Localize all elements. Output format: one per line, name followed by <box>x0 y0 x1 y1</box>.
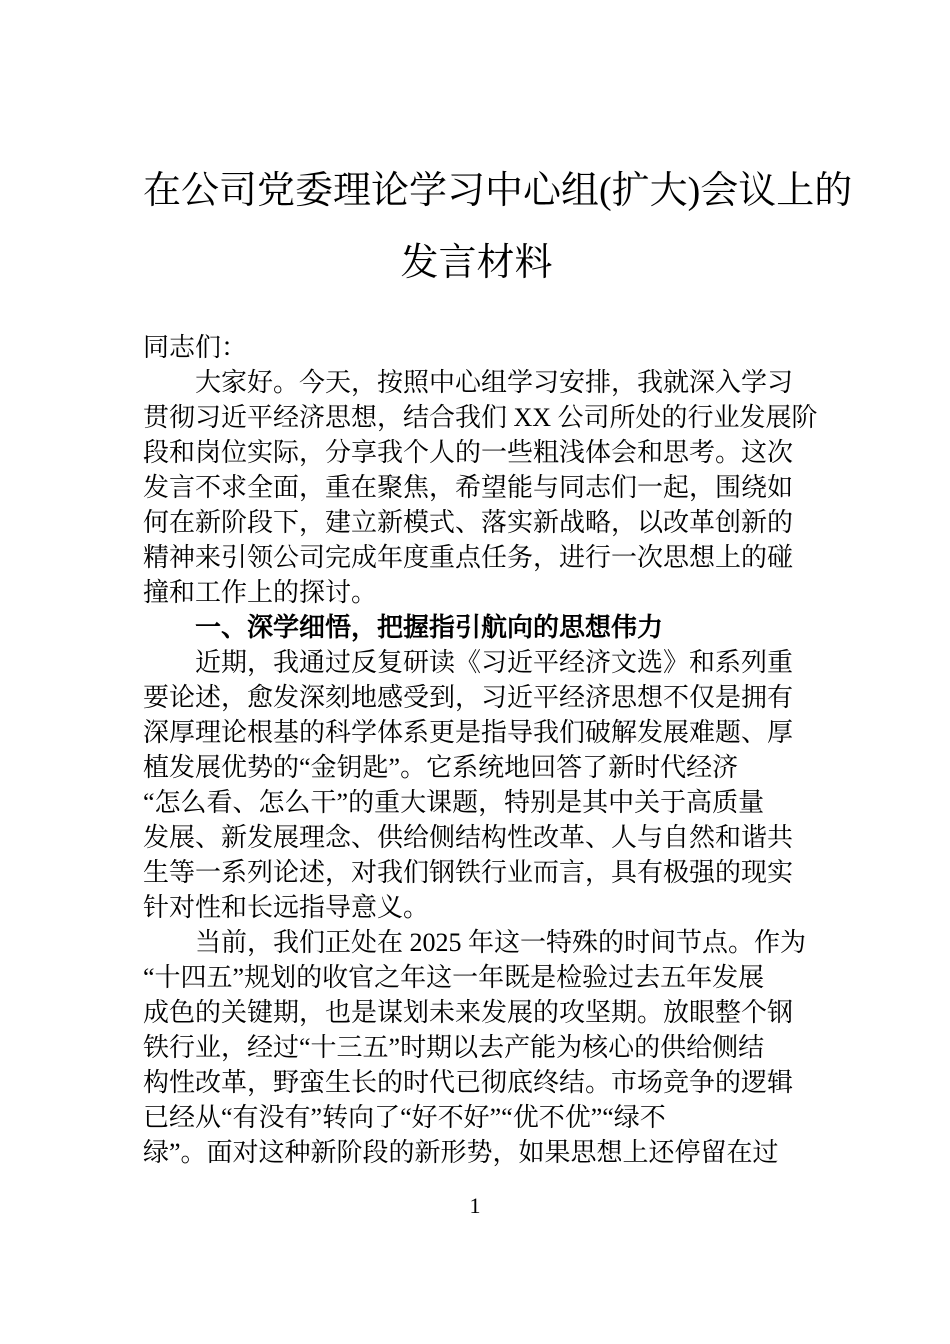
text-line: 生等一系列论述，对我们钢铁行业而言，具有极强的现实 <box>143 858 794 887</box>
text-line: 撞和工作上的探讨。 <box>143 578 378 607</box>
text-line: 深厚理论根基的科学体系更是指导我们破解发展难题、厚 <box>143 718 794 747</box>
text-line: 要论述，愈发深刻地感受到，习近平经济思想不仅是拥有 <box>143 683 794 712</box>
text-line: 成色的关键期，也是谋划未来发展的攻坚期。放眼整个钢 <box>143 998 794 1027</box>
text-line: 构性改革，野蛮生长的时代已彻底终结。市场竞争的逻辑 <box>143 1068 794 1097</box>
text-line: 发展、新发展理念、供给侧结构性改革、人与自然和谐共 <box>143 823 794 852</box>
text-line: 精神来引领公司完成年度重点任务，进行一次思想上的碰 <box>143 543 794 572</box>
text-line: 针对性和长远指导意义。 <box>143 893 430 922</box>
text-line: 近期，我通过反复研读《习近平经济文选》和系列重 <box>195 648 794 677</box>
text-line: “怎么看、怎么干”的重大课题，特别是其中关于高质量 <box>143 788 765 817</box>
text-line: 绿”。面对这种新阶段的新形势，如果思想上还停留在过 <box>143 1138 779 1167</box>
title-line: 发言材料 <box>400 242 553 284</box>
text-line: 已经从“有没有”转向了“好不好”“优不优”“绿不 <box>143 1103 666 1132</box>
text-line: 铁行业，经过“十三五”时期以去产能为核心的供给侧结 <box>143 1033 765 1062</box>
text-line: 同志们： <box>143 333 248 362</box>
text-line: 何在新阶段下，建立新模式、落实新战略，以改革创新的 <box>143 508 794 537</box>
text-line: 大家好。今天，按照中心组学习安排，我就深入学习 <box>195 368 794 397</box>
text-line: 植发展优势的“金钥匙”。它系统地回答了新时代经济 <box>143 753 739 782</box>
paragraph <box>143 925 823 1170</box>
section-heading-line: 一、深学细悟，把握指引航向的思想伟力 <box>195 612 664 642</box>
section-heading <box>143 610 823 645</box>
text-line: 贯彻习近平经济思想，结合我们 XX 公司所处的行业发展阶 <box>143 403 818 432</box>
document-title <box>143 155 853 299</box>
page-number: 1 <box>469 1193 481 1218</box>
paragraph <box>143 645 823 925</box>
paragraph <box>143 365 823 610</box>
text-line: 段和岗位实际，分享我个人的一些粗浅体会和思考。这次 <box>143 438 794 467</box>
text-line: 当前，我们正处在 2025 年这一特殊的时间节点。作为 <box>195 928 807 957</box>
title-line: 在公司党委理论学习中心组(扩大)会议上的 <box>143 170 853 212</box>
text-line: 发言不求全面，重在聚焦，希望能与同志们一起，围绕如 <box>143 473 794 502</box>
document-body <box>143 330 823 1170</box>
salutation-paragraph <box>143 330 823 365</box>
text-line: “十四五”规划的收官之年这一年既是检验过去五年发展 <box>143 963 765 992</box>
